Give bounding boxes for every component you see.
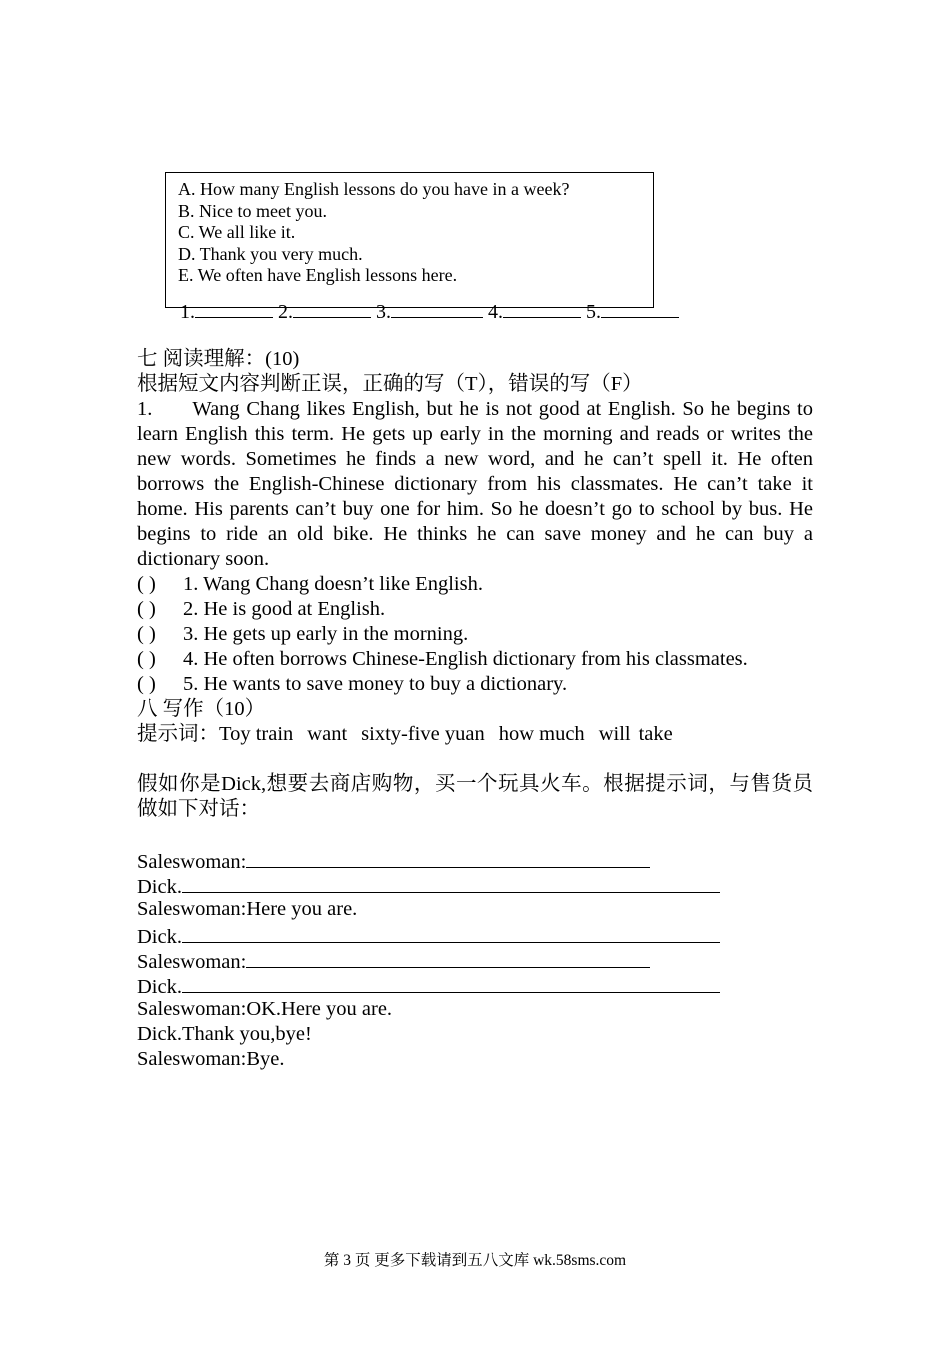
answer-label: 4. — [488, 301, 503, 323]
statement-item — [137, 622, 813, 647]
dialogue-answer-blank[interactable] — [182, 872, 720, 893]
option-e: E. We often have English lessons here. — [178, 265, 458, 285]
option-d: D. Thank you very much. — [178, 243, 363, 264]
reading-heading: 七 阅读理解：(10) — [137, 348, 300, 370]
statement-item — [137, 647, 813, 672]
writing-heading: 八 写作（10） — [137, 698, 266, 720]
options-box — [165, 172, 654, 308]
passage-text: Wang Chang likes English, but he is not good at English. So he begins to learn English this term. He gets up early in the morning and reads or writes the new words. Sometimes he finds a new word, and he can’t spell it. He often borrows the English-Chinese dictionary from his classmates. He can’t take it home. His parents can’t buy one for him. So he doesn’t go to school by bus. He begins to ride an old bike. He thinks he can save money and he can buy a dictionary soon. — [137, 398, 813, 570]
option-a: A. How many English lessons do you have in a week? — [178, 179, 570, 199]
statement-text: 3. He gets up early in the morning. — [183, 623, 469, 645]
dialogue-answer-blank[interactable] — [182, 922, 720, 943]
writing-prompt: 假如你是Dick,想要去商店购物，买一个玩具火车。根据提示词，与售货员做如下对话： — [137, 773, 813, 820]
page-footer: 第 3 页 更多下载请到五八文库 wk.58sms.com — [323, 1252, 627, 1269]
passage-number: 1. — [137, 398, 153, 420]
dialogue-answer-blank[interactable] — [246, 847, 650, 868]
hint-word: Toy train — [219, 723, 294, 745]
dialogue-answer-blank[interactable] — [246, 947, 650, 968]
dialogue-answer-blank[interactable] — [182, 972, 720, 993]
dialogue-speaker: Saleswoman: — [137, 851, 247, 873]
statement-answer-paren[interactable]: ( ) — [137, 673, 156, 695]
dialogue-line — [137, 897, 813, 922]
answer-slot — [278, 300, 371, 323]
dialogue-text: Here you are. — [246, 898, 358, 920]
statement-answer-paren[interactable]: ( ) — [137, 648, 156, 670]
statement-item — [137, 572, 813, 597]
answer-blank[interactable] — [601, 300, 679, 318]
reading-instruction: 根据短文内容判断正误，正确的写（T），错误的写（F） — [137, 373, 643, 395]
dialogue-speaker: Dick. — [137, 976, 182, 998]
answer-slot — [180, 300, 273, 323]
hint-label: 提示词： — [137, 723, 219, 745]
hint-word: will — [598, 723, 631, 745]
dialogue-line — [137, 972, 813, 997]
dialogue-text: OK.Here you are. — [246, 998, 393, 1020]
answer-label: 2. — [278, 301, 293, 323]
dialogue-line — [137, 872, 813, 897]
answer-label: 3. — [376, 301, 391, 323]
statement-item — [137, 597, 813, 622]
statement-text: 2. He is good at English. — [183, 598, 386, 620]
answer-blank[interactable] — [195, 300, 273, 318]
statement-item — [137, 672, 813, 697]
answer-blank[interactable] — [391, 300, 483, 318]
dialogue-line — [137, 997, 813, 1022]
answer-label: 5. — [586, 301, 601, 323]
hint-word: take — [638, 723, 673, 745]
hint-words — [137, 722, 813, 747]
hint-word: sixty-five yuan — [361, 723, 485, 745]
statement-answer-paren[interactable]: ( ) — [137, 623, 156, 645]
hint-word: how much — [498, 723, 585, 745]
dialogue-text: Thank you,bye! — [181, 1023, 312, 1045]
dialogue-line — [137, 947, 813, 972]
dialogue-speaker: Saleswoman: — [137, 1048, 247, 1070]
statement-answer-paren[interactable]: ( ) — [137, 573, 156, 595]
dialogue-line — [137, 1047, 813, 1072]
answer-blank[interactable] — [293, 300, 371, 318]
dialogue-line — [137, 922, 813, 947]
option-c: C. We all like it. — [178, 222, 296, 242]
reading-passage — [137, 397, 813, 572]
answer-blanks — [180, 300, 679, 323]
dialogue-speaker: Saleswoman: — [137, 951, 247, 973]
dialogue-speaker: Dick. — [137, 876, 182, 898]
dialogue-line — [137, 847, 813, 872]
answer-blank[interactable] — [503, 300, 581, 318]
dialogue-text: Bye. — [246, 1048, 285, 1070]
answer-label: 1. — [180, 301, 195, 323]
answer-slot — [586, 300, 679, 323]
dialogue-speaker: Dick. — [137, 926, 182, 948]
statement-text: 5. He wants to save money to buy a dictionary. — [183, 673, 568, 695]
answer-slot — [488, 300, 581, 323]
option-b: B. Nice to meet you. — [178, 200, 327, 221]
dialogue-speaker: Dick. — [137, 1023, 182, 1045]
main-content — [137, 347, 813, 1072]
hint-word: want — [307, 723, 348, 745]
statement-text: 1. Wang Chang doesn’t like English. — [183, 573, 483, 595]
answer-slot — [376, 300, 483, 323]
statement-answer-paren[interactable]: ( ) — [137, 598, 156, 620]
statement-text: 4. He often borrows Chinese-English dictionary from his classmates. — [183, 648, 748, 670]
dialogue-speaker: Saleswoman: — [137, 898, 247, 920]
dialogue-speaker: Saleswoman: — [137, 998, 247, 1020]
dialogue-line — [137, 1022, 813, 1047]
